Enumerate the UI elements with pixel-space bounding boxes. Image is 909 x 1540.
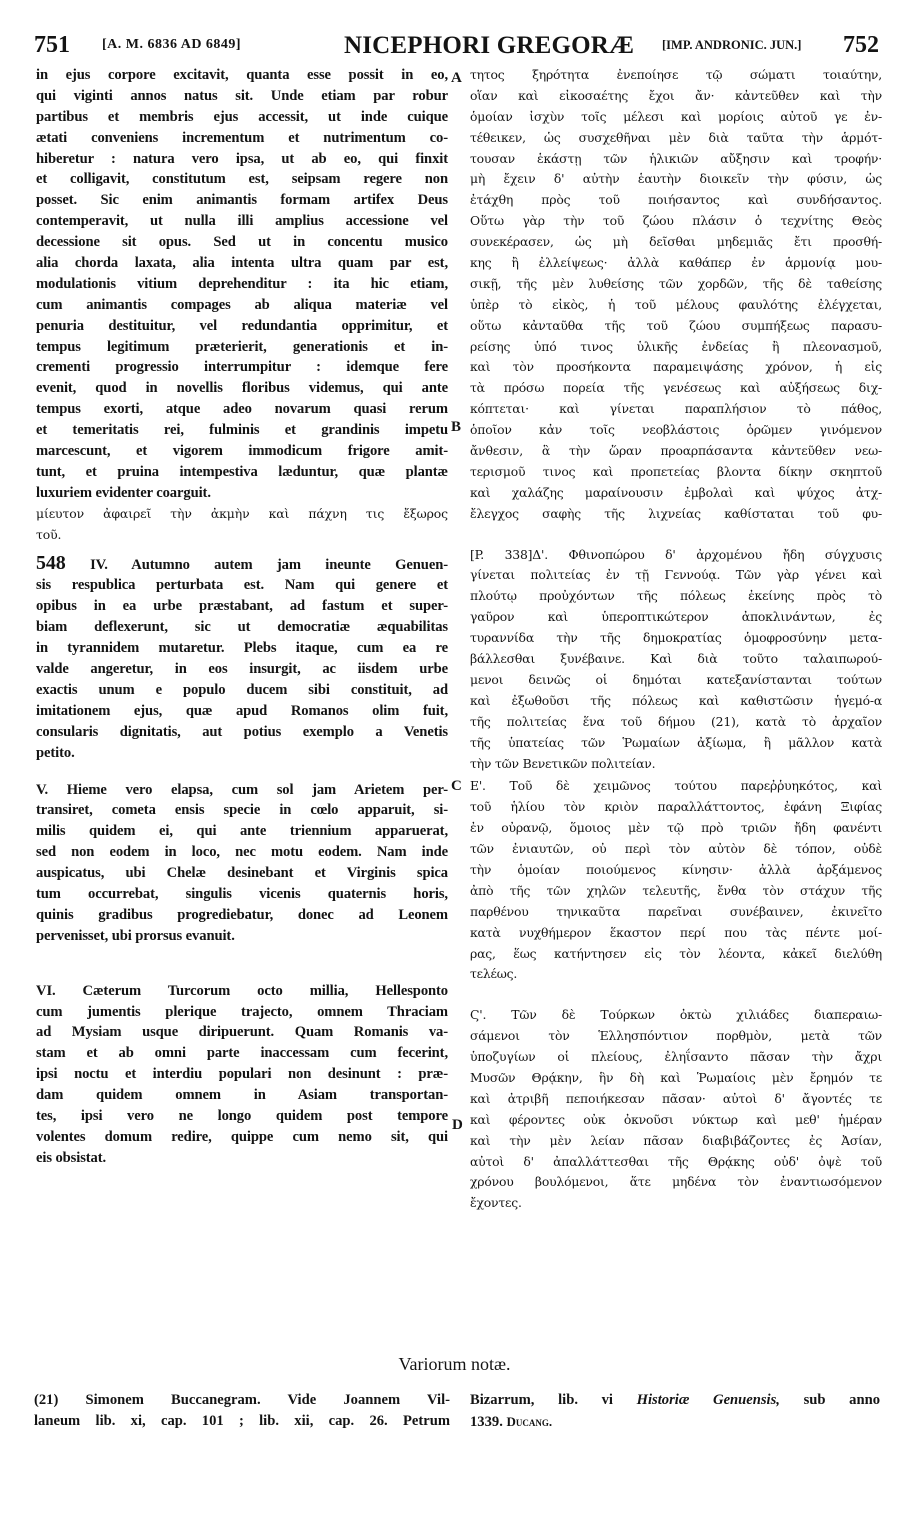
text-line: Ε'. Τοῦ δὲ χειμῶνος τούτου παρεῤῥυηκότος, καὶ [470, 778, 882, 794]
note-text: Bizarrum, lib. vi [470, 1392, 637, 1408]
text-line: ὁμοίαν ἰσχὺν τοῖς μέλεσι καὶ μορίοις αὐτοῦ γε ἐν- [470, 108, 882, 124]
note-text: 1339. [470, 1414, 507, 1430]
text-line: et temeritatis rei, fulminis et grandinis impetu [36, 422, 448, 439]
text-line: biam deflexerunt, sic ut democratiæ æquabilitas [36, 619, 448, 636]
text-line: tempus exorti, atque adeo novarum quasi rerum [36, 401, 448, 418]
text-line: hiberetur : natura vero ipsa, ut ab eo, qui finxit [36, 150, 448, 167]
text-line: σάμενοι τὸν Ἑλλησπόντιον πορθμὸν, μετὰ τῶν [470, 1028, 882, 1044]
text-line: τῆς ὑπατείας τῶν Ῥωμαίων ἀξίωμα, ἢ μᾶλλον κατὰ [470, 734, 882, 750]
text-line: καὶ χαλάζης μαραίνουσιν ἐμβολαὶ καὶ ψύχος ἀτχ- [470, 484, 882, 500]
greek-paragraph-continued [470, 65, 882, 525]
text-line: tunt, et pruina intempestiva læduntur, quæ plantæ [36, 463, 448, 480]
text-line: evenit, quod in novellis floribus videmus, qui ante [36, 380, 448, 397]
text-line: τέθεικεν, ὡς συσχεθῆναι μὲν διὰ ταῦτα τὴν ἁρμότ- [470, 129, 882, 145]
text-line: καὶ ἀτριβῆ πεποιήκεσαν πᾶσαν· αὐτοὶ δ' ἄγοντές τε [470, 1090, 882, 1106]
text-line: marcescunt, et vigorem immodicum frigore amit- [36, 443, 448, 460]
text-line: καὶ τὸν προσήκοντα παραμειψάσης χρόνον, ἡ εἰς [470, 359, 882, 375]
text-line: ad Mysiam usque diripuerunt. Quam Romanis va- [36, 1024, 448, 1041]
text-line: pervenisset, ubi prorsus evanuit. [36, 927, 235, 944]
note-author: Ducang. [506, 1414, 553, 1429]
text-line: Οὕτω γὰρ τὴν τοῦ ζώου πλάσιν ὁ τεχνίτης Θεὸς [470, 213, 882, 229]
note-text: sub anno [779, 1392, 880, 1408]
text-line: καὶ ἐξωθοῦσι τῆς πόλεως καὶ καθιστῶσιν ἡγεμό-α [470, 692, 882, 708]
text-line: milis quidem ei, qui ante triennium apparuerat, [36, 823, 448, 840]
text-line: ἐν οὐρανῷ, ὅμοιος μὲν τῷ πρὸ τριῶν ἤδη φανέντι [470, 820, 882, 836]
greek-spill-end: τοῦ. [36, 526, 62, 542]
text-line: ἐτάχθη πρὸς τοῦ ποιήσαντος καὶ συνδήσαντος. [470, 192, 882, 208]
text-line: ὑπὲρ τὸ εἰκὸς, ἡ τοῦ μέλους φαυλότης ἐλέγχεται, [470, 296, 882, 312]
text-line: καὶ τὴν μὲν λείαν πᾶσαν διαβιβάζοντες ἐς Ἀσίαν, [470, 1132, 882, 1148]
text-line: κατὰ νυχθήμερον ἕκαστον περί που τὰς πέντε μοί- [470, 924, 882, 940]
text-line: γαῦρον καὶ ὑπεροπτικώτερον ἀποκλινάντων, ἐς [470, 609, 882, 625]
notes-title: Variorum notæ. [398, 1354, 511, 1374]
text-line: luxuriem evidenter coarguit. [36, 484, 211, 501]
greek-paragraph-delta [470, 545, 882, 775]
text-line: tempus legitimum præterierit, generationis et in- [36, 338, 448, 355]
text-line: auspicatus, ubi Chelæ desinebant et Virginis spica [36, 865, 448, 882]
text-line: alia chorda laxata, alia intenta ultra quam par est, [36, 255, 448, 272]
text-line: sis respublica perturbata est. Nam qui genere et [36, 577, 448, 594]
text-line: βάλλεσθαι ξυνέβαινε. Καὶ διὰ τοῦτο ταλαιπωρού- [470, 651, 882, 667]
text-line: tes, ipsi vero ne longo quidem post tempore [36, 1107, 448, 1124]
text-line: consularis dignitatis, aut potius exemplo a Venetis [36, 723, 448, 740]
greek-column [470, 65, 882, 1214]
greek-paragraph-epsilon [470, 776, 882, 985]
text-line: ρείσης ὑπό τινος ὑλικῆς ἐνδείας ἢ πλεονασμοῦ, [470, 338, 882, 354]
left-page-number: 751 [34, 32, 70, 58]
greek-paragraph-stigma [470, 1005, 882, 1214]
margin-letter-a: A [451, 70, 462, 86]
latin-paragraph-v [36, 780, 448, 947]
text-line: ἀπὸ τῆς τῶν χηλῶν τελευτῆς, ἔνθα τὸν στάχυν τῆς [470, 882, 882, 898]
margin-letter-c: C [451, 778, 462, 794]
text-line: Ϛ'. Τῶν δὲ Τούρκων ὀκτὼ χιλιάδες διαπεραιω- [470, 1007, 882, 1023]
note-italic-title: Historiæ Genuensis, [636, 1392, 780, 1408]
text-line: transiret, cometa ensis specie in cœlo apparuit, si- [36, 802, 448, 819]
text-line: καὶ φέροντες οὐκ ὀκνοῦσι νύκτωρ καὶ μεθ' ἡμέραν [470, 1111, 882, 1127]
text-line: οὕτω κἀνταῦθα τῆς τοῦ ζώου συμπήξεως παρασυ- [470, 317, 882, 333]
text-line: τητος ξηρότητα ἐνεποίησε τῷ σώματι τοιαύτην, [470, 67, 882, 82]
latin-paragraph-continued [36, 65, 448, 504]
text-line: μὴ ἔχειν δ' αὐτὴν ἑαυτὴν διοικεῖν τὴν φύσιν, ὡς [470, 171, 882, 187]
text-line: μενοι δεινῶς οἱ δημόται κατεξανίστανται τούτων [470, 671, 882, 687]
text-line: ἔχοντες. [470, 1195, 522, 1211]
text-line: cum jumentis plerique trajecto, omnem Thraciam [36, 1003, 448, 1020]
latin-p4-first-text: IV. Autumno autem jam ineunte Genuen- [90, 557, 448, 574]
paragraph-number: 548 [36, 552, 66, 575]
text-line: κης ἢ ἐλλείψεως· ἀλλὰ καθάπερ ἐν ἁρμονίᾳ μου- [470, 255, 882, 271]
text-line: in ejus corpore excitavit, quanta esse possit in eo, [36, 67, 448, 83]
page-title: NICEPHORI GREGORÆ [344, 32, 635, 59]
text-line: τὰ πρόσω πορεία τῆς γενέσεως καὶ αὐξήσεως διχ- [470, 380, 882, 396]
text-line: τῶν ἐνιαυτῶν, οὐ περὶ τὸν αὐτὸν δὲ τόπον, οὐδὲ [470, 841, 882, 857]
text-line: ætati conveniens incrementum et nutrimentum co- [36, 129, 448, 146]
latin-paragraph-iv [36, 551, 448, 763]
note-line [470, 1390, 880, 1411]
text-line: [P. 338]Δ'. Φθινοπώρου δ' ἀρχομένου ἤδη σύγχυσις [470, 546, 882, 562]
text-line: penuria destituitur, vel redundantia opprimitur, et [36, 317, 448, 334]
text-line: opibus in ea urbe præstabant, ad fastum et super- [36, 598, 448, 615]
text-line: quinis gradibus progrediebatur, donec ad Leonem [36, 906, 448, 923]
notes-right [470, 1390, 880, 1432]
text-line: οἵαν καὶ εἰκοσαέτης ἔχοι ἄν· κἀντεῦθεν καὶ τὴν [470, 87, 882, 103]
margin-letter-b: B [451, 419, 462, 435]
greek-spill-line: μίευτον ἀφαιρεῖ τὴν ἀκμὴν καὶ πάχνη τις ἔξωρος [36, 505, 448, 521]
text-line: decessione sit opus. Sed ut in concentu musico [36, 234, 448, 251]
text-line: partibus et membris ejus accessit, ut inde cuique [36, 108, 448, 125]
text-line: παρθένου τηνικαῦτα παρεῖναι συνέβαινεν, ἐκινεῖτο [470, 903, 882, 919]
text-line: σικῇ, τῆς μὲν λυθείσης τῶν χορδῶν, τῆς δὲ ταθείσης [470, 275, 882, 291]
text-line: τουσαν ἑκάστῃ τῶν ἡλικιῶν αὔξησιν καὶ τροφήν· [470, 150, 882, 166]
text-line: qui viginti annos natus sit. Unde etiam par robur [36, 87, 448, 104]
latin-column [36, 65, 448, 1169]
notes-left [34, 1390, 450, 1432]
text-line: V. Hieme vero elapsa, cum sol jam Arietem per- [36, 781, 448, 798]
latin-p4-rest [36, 575, 448, 763]
text-line: valde angeretur, in eos insurgit, ac iisdem urbe [36, 661, 448, 678]
latin-paragraph-vi [36, 981, 448, 1169]
text-line: συνεκέρασεν, ὡς μὴ δεῖσθαι μηδεμιᾶς ἔτι προσθή- [470, 234, 882, 250]
text-line: posset. Sic enim animantis formam artifex Deus [36, 192, 448, 209]
text-line: volentes domum redire, quippe cum nemo sit, qui [36, 1128, 448, 1145]
text-line: contemperavit, ut nulla illi amplius accessione vel [36, 213, 448, 230]
text-line: exactis unum e populo ducem sibi constituit, ad [36, 681, 448, 698]
right-reign-range: [IMP. ANDRONIC. JUN.] [662, 38, 802, 52]
text-line: crementi progressio interrumpitur : idemque fere [36, 359, 448, 376]
margin-letter-d: D [452, 1117, 463, 1133]
text-line: et colligavit, constitutum est, seipsam regere non [36, 171, 448, 188]
note-line [470, 1411, 880, 1432]
text-line: τοῦ ἡλίου τὸν κριὸν παραλλάττοντος, ἐφάνη Ξιφίας [470, 799, 882, 815]
text-line: τερισμοῦ τινος καὶ προπετείας βλοντα δίκην σκηπτοῦ [470, 463, 882, 479]
text-line: Μυσῶν Θρᾴκην, ἣν δὴ καὶ Ῥωμαίοις μὲν ἔρημόν τε [470, 1069, 882, 1085]
text-line: ὑποζυγίων οἱ πλείους, ἐληΐσαντο πᾶσαν τὴν ἄχρι [470, 1049, 882, 1065]
text-line: stam et ab omni parte inaccessam cum fecerint, [36, 1045, 448, 1062]
text-line: sed non eodem in loco, nec motu eodem. Nam inde [36, 844, 448, 861]
text-line: τὴν τῶν Βενετικῶν πολιτείαν. [470, 755, 656, 771]
text-line: τὴν ὁμοίαν ποιούμενος κίνησιν· ἀλλὰ ἀρξάμενος [470, 861, 882, 877]
text-line: ipsi noctu et interdiu populari non desinunt : præ- [36, 1066, 448, 1083]
text-line: dam quidem omnem in Asiam transportan- [36, 1087, 448, 1104]
note-line: laneum lib. xi, cap. 101 ; lib. xii, cap. 26. Petrum [34, 1413, 450, 1429]
text-line: τελέως. [470, 966, 518, 982]
text-line: πλούτῳ προὐχόντων τῆς πόλεως ἐκείνης πρὸς τὸ [470, 588, 882, 604]
text-line: ἄνθεσιν, ἃ τὴν ὥραν προαρπάσαντα κἀντεῦθεν νεω- [470, 443, 882, 459]
text-line: τῆς πολιτείας ἕνα τοῦ δήμου (21), κατὰ τὸ ἀρχαῖον [470, 713, 882, 729]
text-line: imitationem ejus, quæ apud Romanos olim fuit, [36, 702, 448, 719]
text-line: modulationis vitium deprehenditur : ita hic etiam, [36, 275, 448, 292]
latin-p4-first-line [36, 551, 448, 575]
text-line: τυραννίδα τὴν τῆς δημοκρατίας ὁμοφροσύνην μετα- [470, 630, 882, 646]
left-year-range: [A. M. 6836 AD 6849] [102, 37, 242, 52]
text-line: χρόνου βουλόμενοι, ἅτε μηδένα τὸν ἐναντιωσόμενον [470, 1174, 882, 1190]
text-line: ρας, ἕως κατήντησεν εἰς τὸν λέοντα, κἀκεῖ διελύθη [470, 945, 882, 961]
text-line: eis obsistat. [36, 1149, 107, 1166]
text-line: VI. Cæterum Turcorum octo millia, Hellesponto [36, 982, 448, 999]
text-line: κόπτεται· καὶ γίνεται παραπλήσιον τὸ πάθος, [470, 401, 882, 417]
text-line: in tyrannidem mutaretur. Plebs itaque, cum ea re [36, 640, 448, 657]
running-header [34, 32, 879, 62]
note-line: (21) Simonem Buccanegram. Vide Joannem Vil- [34, 1392, 450, 1408]
right-page-number: 752 [843, 32, 879, 58]
text-line: petito. [36, 744, 75, 761]
text-line: γίνεται πολιτείας ἐν τῇ Γεννούᾳ. Τῶν γὰρ γένει καὶ [470, 567, 882, 583]
text-line: αὐτοὶ δ' ἀπαλλάττεσθαι τῆς Θρᾴκης οὐδ' ὀψὲ τοῦ [470, 1153, 882, 1169]
text-line: tum occurrebat, singulis vicenis quaternis horis, [36, 885, 448, 902]
text-line: ἔλεγχος σαφὴς τῆς λιχνείας καθίσταται τοῦ φυ- [470, 505, 882, 521]
text-line: ὁποῖον κἀν τοῖς νεοβλάστοις ὁρῶμεν γινόμενον [470, 422, 882, 438]
text-line: cum animantis compages ab aliqua materiæ vel [36, 296, 448, 313]
